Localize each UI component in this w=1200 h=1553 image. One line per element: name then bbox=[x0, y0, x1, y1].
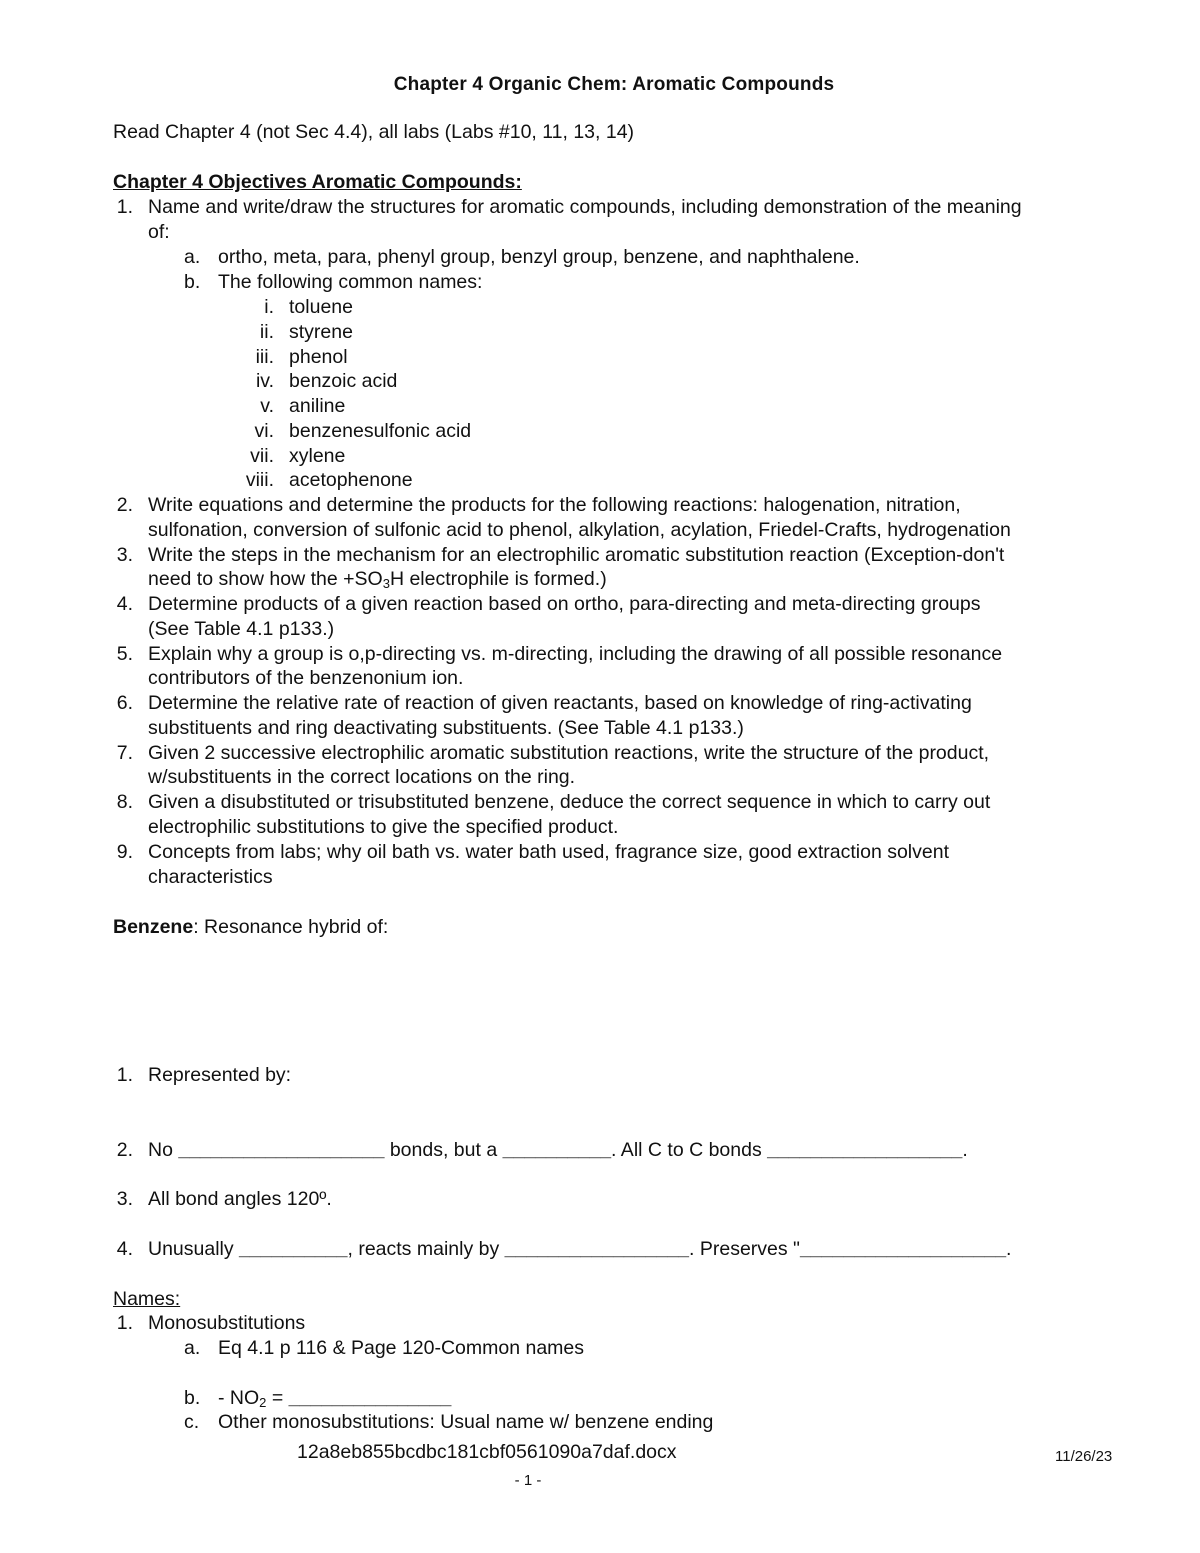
sub-letter: a. bbox=[184, 246, 201, 268]
objective-text: Given 2 successive electrophilic aromatic substitution reactions, write the structure of the product, bbox=[148, 742, 990, 764]
roman-numeral: vi. bbox=[254, 420, 274, 442]
roman-numeral: iii. bbox=[255, 346, 274, 368]
benzene-label: Benzene bbox=[113, 916, 194, 938]
objective-text: Write equations and determine the products for the following reactions: halogenation, nitration, bbox=[148, 494, 961, 516]
common-name: toluene bbox=[289, 296, 353, 318]
sub-text: Eq 4.1 p 116 & Page 120-Common names bbox=[218, 1337, 585, 1359]
benzene-line: Benzene: Resonance hybrid of: bbox=[113, 916, 389, 938]
objective-text: Concepts from labs; why oil bath vs. water bath used, fragrance size, good extraction solvent bbox=[148, 841, 949, 863]
common-name: phenol bbox=[289, 346, 348, 368]
sub-letter: c. bbox=[184, 1411, 200, 1433]
property-number: 1. bbox=[116, 1064, 133, 1086]
objective-text: of: bbox=[148, 221, 170, 243]
fill-blank: _______________ bbox=[288, 1387, 452, 1409]
property-number: 4. bbox=[116, 1238, 133, 1260]
objective-text: Given a disubstituted or trisubstituted benzene, deduce the correct sequence in which to carry out bbox=[148, 791, 991, 813]
objective-text: w/substituents in the correct locations on the ring. bbox=[148, 766, 576, 788]
objective-number: 5. bbox=[116, 643, 133, 665]
common-name: aniline bbox=[289, 395, 346, 417]
property-text: All bond angles 120º. bbox=[148, 1188, 332, 1210]
roman-numeral: ii. bbox=[259, 321, 274, 343]
objective-text: electrophilic substitutions to give the specified product. bbox=[148, 816, 619, 838]
common-name: styrene bbox=[289, 321, 353, 343]
objective-number: 3. bbox=[116, 544, 133, 566]
page-title: Chapter 4 Organic Chem: Aromatic Compounds bbox=[393, 74, 835, 95]
objective-text: Determine products of a given reaction based on ortho, para-directing and meta-directing groups bbox=[148, 593, 981, 615]
roman-numeral: i. bbox=[264, 296, 274, 318]
fill-blank: __________ bbox=[502, 1139, 612, 1161]
objective-number: 7. bbox=[116, 742, 133, 764]
sub-letter: b. bbox=[184, 1387, 201, 1409]
property-number: 3. bbox=[116, 1188, 133, 1210]
objective-text: sulfonation, conversion of sulfonic acid to phenol, alkylation, acylation, Friedel-Crafts, hydrogenation bbox=[148, 519, 1011, 541]
footer-date: 11/26/23 bbox=[1055, 1448, 1113, 1465]
roman-numeral: v. bbox=[260, 395, 274, 417]
objectives-heading: Chapter 4 Objectives Aromatic Compounds: bbox=[113, 171, 522, 193]
sub-text: The following common names: bbox=[218, 271, 483, 293]
subscript: 2 bbox=[259, 1395, 267, 1410]
objective-number: 2. bbox=[116, 494, 133, 516]
common-name: xylene bbox=[289, 445, 346, 467]
common-name: benzenesulfonic acid bbox=[289, 420, 472, 442]
fill-blank: __________ bbox=[239, 1238, 348, 1260]
objective-text: Name and write/draw the structures for aromatic compounds, including demonstration of the meaning bbox=[148, 196, 1022, 218]
common-name: benzoic acid bbox=[289, 370, 398, 392]
objective-text: contributors of the benzenonium ion. bbox=[148, 667, 464, 689]
objective-number: 1. bbox=[116, 196, 133, 218]
property-text: No ___________________ bonds, but a __________. All C to C bonds __________________. bbox=[148, 1139, 968, 1161]
objective-number: 4. bbox=[116, 593, 133, 615]
names-text: Monosubstitutions bbox=[148, 1312, 306, 1334]
fill-blank: _________________ bbox=[504, 1238, 690, 1260]
roman-numeral: viii. bbox=[245, 469, 274, 491]
sub-letter: a. bbox=[184, 1337, 201, 1359]
names-heading: Names: bbox=[113, 1288, 181, 1310]
sub-text: - $NO_2$ = _______________ bbox=[218, 1387, 452, 1410]
sub-letter: b. bbox=[184, 271, 201, 293]
sub-text: ortho, meta, para, phenyl group, benzyl group, benzene, and naphthalene. bbox=[218, 246, 860, 268]
objective-text: substituents and ring deactivating substituents. (See Table 4.1 p133.) bbox=[148, 717, 744, 739]
names-number: 1. bbox=[116, 1312, 133, 1334]
footer-filename: 12a8eb855bcdbc181cbf0561090a7daf.docx bbox=[297, 1441, 677, 1463]
objective-text: Explain why a group is o,p-directing vs. m-directing, including the drawing of all possible resonance bbox=[148, 643, 1003, 665]
page-number: - 1 - bbox=[514, 1472, 542, 1489]
objective-number: 9. bbox=[116, 841, 133, 863]
objective-text: Write the steps in the mechanism for an electrophilic aromatic substitution reaction (Exception-don't bbox=[148, 544, 1005, 566]
subscript: 3 bbox=[382, 576, 390, 591]
objective-text: (See Table 4.1 p133.) bbox=[148, 618, 335, 640]
objective-number: 6. bbox=[116, 692, 133, 714]
objective-number: 8. bbox=[116, 791, 133, 813]
fill-blank: __________________ bbox=[767, 1139, 963, 1161]
property-number: 2. bbox=[116, 1139, 133, 1161]
sub-text: Other monosubstitutions: Usual name w/ benzene ending bbox=[218, 1411, 714, 1433]
objective-text: Determine the relative rate of reaction of given reactants, based on knowledge of ring-activating bbox=[148, 692, 972, 714]
objective-text: characteristics bbox=[148, 866, 273, 888]
reading-assignment: Read Chapter 4 (not Sec 4.4), all labs (Labs #10, 11, 13, 14) bbox=[113, 121, 635, 143]
roman-numeral: iv. bbox=[255, 370, 274, 392]
roman-numeral: vii. bbox=[250, 445, 274, 467]
fill-blank: ___________________ bbox=[178, 1139, 385, 1161]
fill-blank: ___________________ bbox=[799, 1238, 1007, 1260]
objective-text: need to show how the $+SO_3H$ electrophile is formed.) bbox=[148, 568, 607, 591]
property-text: Represented by: bbox=[148, 1064, 292, 1086]
property-text: Unusually __________, reacts mainly by _________________. Preserves "___________________. bbox=[148, 1238, 1012, 1260]
common-name: acetophenone bbox=[289, 469, 413, 491]
